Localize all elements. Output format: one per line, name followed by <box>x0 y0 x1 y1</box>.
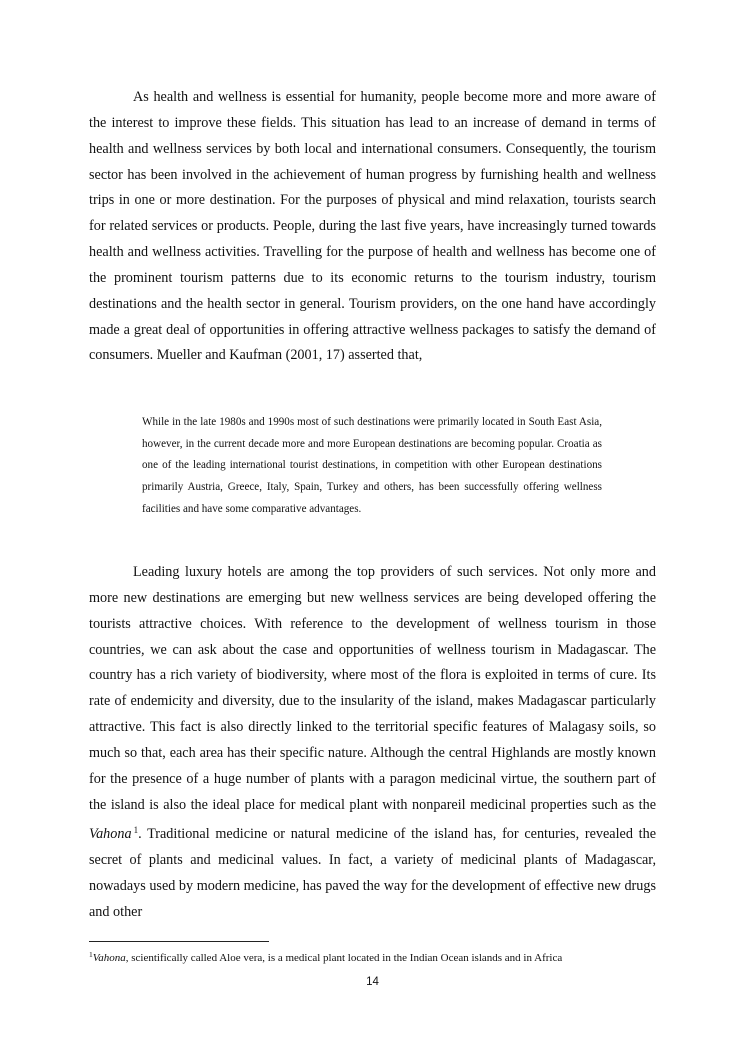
footnote-term: Vahona <box>92 952 126 964</box>
footnote-divider <box>89 941 269 942</box>
paragraph-text: Leading luxury hotels are among the top providers of such services. Not only more and more new destinations are emerging but new wellness services are being developed offering the tourists attractive choices. With reference to the development of wellness tourism in those countries, we can ask about the case and opportunities of wellness tourism in Madagascar. The country has a rich variety of biodiversity, where most of the flora is exploited in terms of cure. Its rate of endemicity and diversity, due to the insularity of the island, makes Madagascar particularly attractive. This fact is also directly linked to the territorial specific features of Malagasy soils, so much so that, each area has their specific nature. Although the central Highlands are mostly known for the presence of a huge number of plants with a paragon medicinal virtue, the southern part of the island is also the ideal place for medical plant with nonpareil medicinal properties such as the <box>89 564 656 813</box>
page-number: 14 <box>366 976 379 988</box>
italic-term: Vahona <box>89 826 132 843</box>
body-paragraph <box>89 560 656 926</box>
block-quote: While in the late 1980s and 1990s most of such destinations were primarily located in South East Asia, however, in the current decade more and more European destinations are becoming popular. Croatia as one of the leading international tourist destinations, in competition with other European destinations primarily Austria, Greece, Italy, Spain, Turkey and others, has been successfully offering wellness facilities and have some comparative advantages. <box>142 416 602 515</box>
footnote-marker: 1 <box>89 950 93 959</box>
paragraph-text: . Traditional medicine or natural medicine of the island has, for centuries, revealed the secret of plants and medicinal values. In fact, a variety of medicinal plants of Madagascar, nowadays used by modern medicine, has paved the way for the development of effective new drugs and other <box>89 826 656 920</box>
footnote-text: , scientifically called Aloe vera, is a medical plant located in the Indian Ocean islands and in Africa <box>125 952 563 964</box>
body-paragraph: As health and wellness is essential for humanity, people become more and more aware of the interest to improve these fields. This situation has lead to an increase of demand in terms of health and wellness services by both local and international consumers. Consequently, the tourism sector has been involved in the achievement of human progress by furnishing health and wellness trips in one or more destination. For the purposes of physical and mind relaxation, tourists search for related services or products. People, during the last five years, have increasingly turned towards health and wellness activities. Travelling for the purpose of health and wellness has become one of the prominent tourism patterns due to its economic returns to the tourism industry, tourism destinations and the health sector in general. Tourism providers, on the one hand have accordingly made a great deal of opportunities in offering attractive wellness packages to satisfy the demand of consumers. Mueller and Kaufman (2001, 17) asserted that, <box>89 89 656 364</box>
footnote-reference[interactable]: 1 <box>133 825 139 836</box>
footnote <box>89 947 689 966</box>
